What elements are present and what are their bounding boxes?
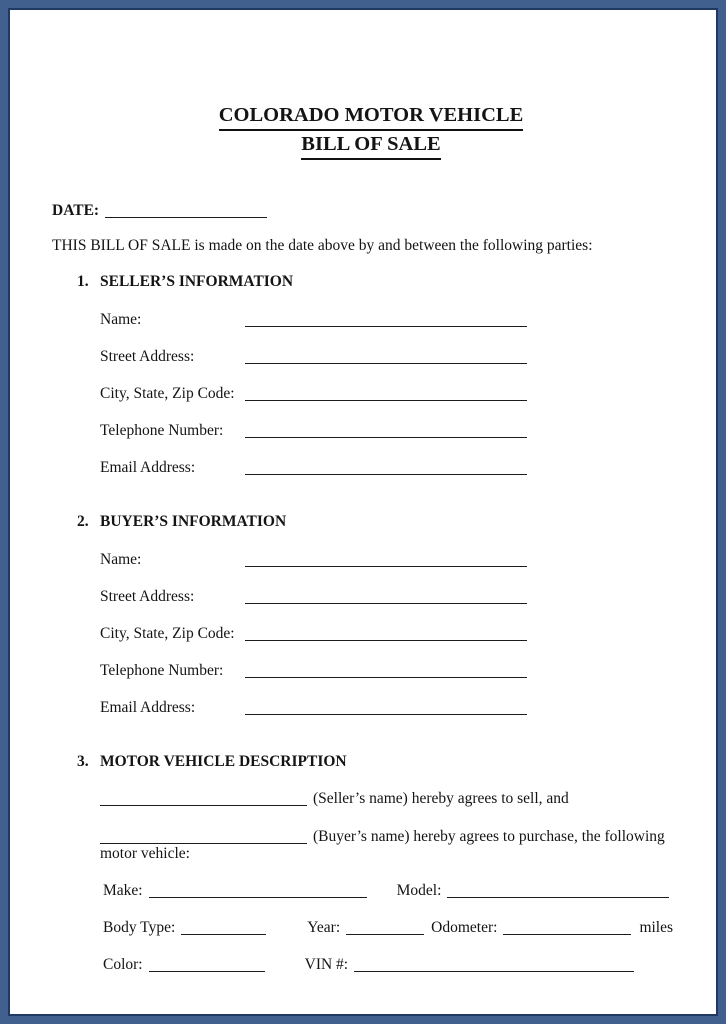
vin-line[interactable] (354, 958, 634, 972)
seller-section-heading (52, 273, 690, 291)
document-title (52, 10, 690, 160)
field-row (100, 663, 690, 679)
field-row (100, 423, 690, 439)
body-year-odometer-row (103, 919, 690, 937)
field-row (100, 589, 690, 605)
buyer-clause-wrap-text: motor vehicle: (100, 845, 190, 862)
seller-email-label: Email Address: (100, 459, 196, 476)
field-row (100, 626, 690, 642)
buyer-telephone-line[interactable] (245, 664, 527, 678)
seller-name-label: Name: (100, 311, 142, 328)
seller-email-line[interactable] (245, 461, 527, 475)
buyer-name-line[interactable] (245, 553, 527, 567)
field-row (100, 552, 690, 568)
title-line-2: BILL OF SALE (301, 131, 440, 160)
year-line[interactable] (346, 921, 424, 935)
seller-clause-text: (Seller’s name) hereby agrees to sell, and (313, 790, 569, 807)
buyer-email-line[interactable] (245, 701, 527, 715)
buyer-city-state-zip-label: City, State, Zip Code: (100, 625, 235, 642)
field-row (100, 349, 690, 365)
title-line-1: COLORADO MOTOR VEHICLE (219, 102, 524, 131)
document-page (8, 8, 718, 1016)
seller-street-address-line[interactable] (245, 350, 527, 364)
buyer-name-label: Name: (100, 551, 142, 568)
vin-label: VIN #: (304, 956, 349, 973)
make-label: Make: (103, 882, 143, 899)
date-label: DATE: (52, 202, 100, 219)
buyer-name-blank-line[interactable] (100, 830, 307, 844)
buyer-street-address-line[interactable] (245, 590, 527, 604)
color-line[interactable] (149, 958, 265, 972)
field-row (100, 312, 690, 328)
odometer-label: Odometer: (431, 919, 498, 936)
buyer-section-heading (52, 513, 690, 531)
date-line[interactable] (105, 204, 267, 218)
buyer-clause-text: (Buyer’s name) hereby agrees to purchase, the following (313, 828, 665, 845)
seller-section-number: 1. (77, 273, 89, 290)
seller-name-line[interactable] (245, 313, 527, 327)
seller-city-state-zip-label: City, State, Zip Code: (100, 385, 235, 402)
year-label: Year: (307, 919, 341, 936)
seller-clause (100, 790, 690, 808)
seller-city-state-zip-line[interactable] (245, 387, 527, 401)
buyer-street-address-label: Street Address: (100, 588, 195, 605)
buyer-city-state-zip-line[interactable] (245, 627, 527, 641)
buyer-clause (100, 828, 690, 862)
body-type-label: Body Type: (103, 919, 176, 936)
model-label: Model: (396, 882, 442, 899)
date-row (52, 202, 690, 220)
vehicle-section-heading (52, 753, 690, 771)
seller-telephone-label: Telephone Number: (100, 422, 224, 439)
field-row (100, 386, 690, 402)
make-line[interactable] (149, 884, 367, 898)
vehicle-section-title: MOTOR VEHICLE DESCRIPTION (100, 753, 347, 770)
buyer-telephone-label: Telephone Number: (100, 662, 224, 679)
seller-section-title: SELLER’S INFORMATION (100, 273, 294, 290)
color-label: Color: (103, 956, 143, 973)
seller-name-blank-line[interactable] (100, 792, 307, 806)
buyer-email-label: Email Address: (100, 699, 196, 716)
make-model-row (103, 882, 690, 900)
body-type-line[interactable] (181, 921, 266, 935)
field-row (100, 460, 690, 476)
odometer-line[interactable] (503, 921, 631, 935)
color-vin-row (103, 956, 690, 974)
buyer-section-number: 2. (77, 513, 89, 530)
miles-suffix: miles (639, 919, 674, 936)
vehicle-section-number: 3. (77, 753, 89, 770)
buyer-section-title: BUYER’S INFORMATION (100, 513, 287, 530)
intro-paragraph: THIS BILL OF SALE is made on the date above by and between the following parties: (52, 237, 593, 254)
seller-street-address-label: Street Address: (100, 348, 195, 365)
field-row (100, 700, 690, 716)
model-line[interactable] (447, 884, 669, 898)
seller-telephone-line[interactable] (245, 424, 527, 438)
